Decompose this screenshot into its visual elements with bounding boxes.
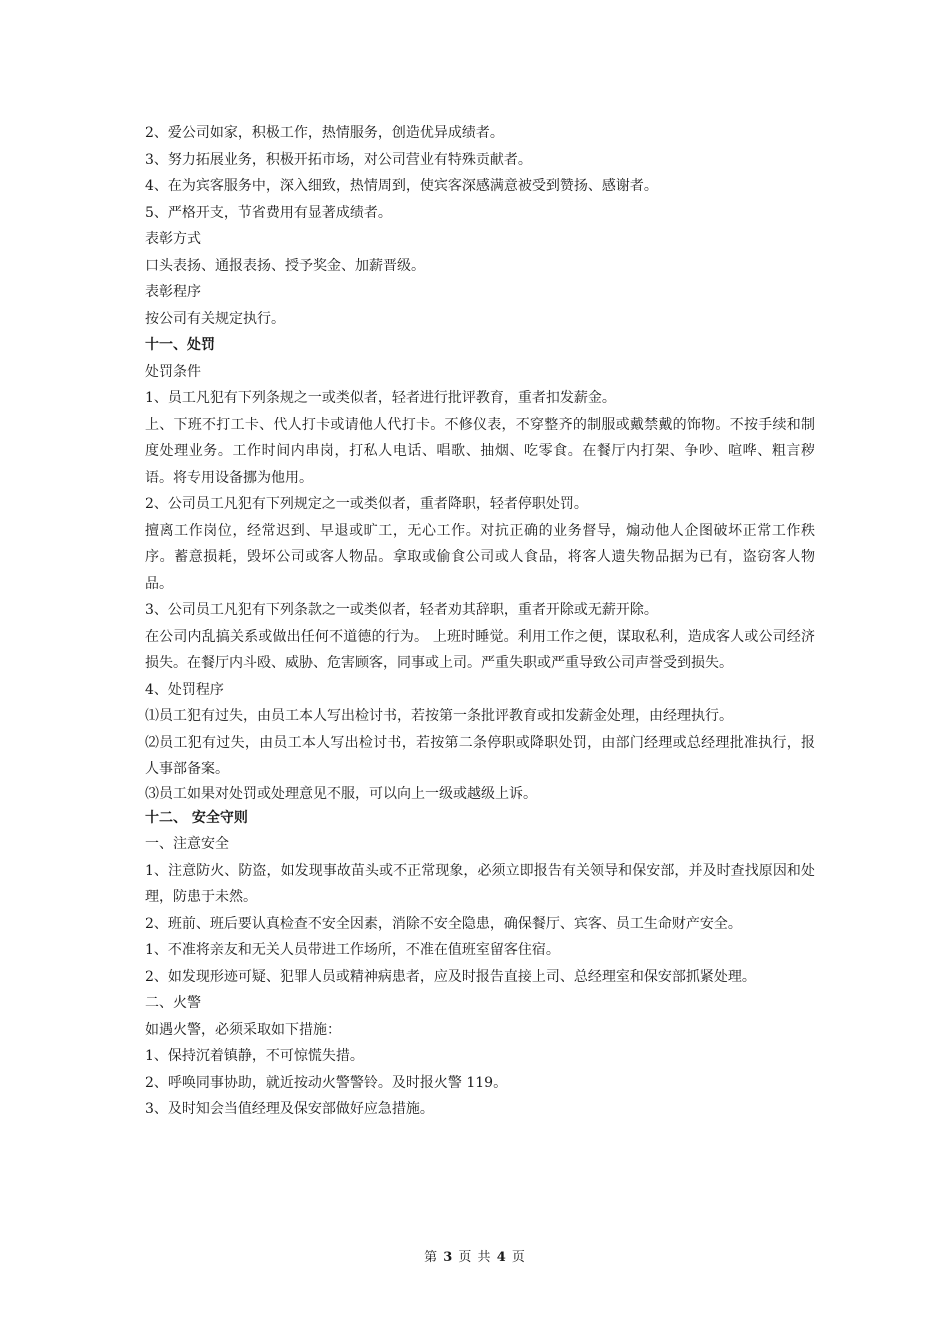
subheading: 表彰程序 — [145, 284, 201, 300]
text-line: 2、公司员工凡犯有下列规定之一或类似者，重者降职，轻者停职处罚。 — [145, 496, 588, 512]
text-line: ⑴员工犯有过失，由员工本人写出检讨书，若按第一条批评教育或扣发薪金处理，由经理执行。 — [145, 708, 733, 724]
text-line: 口头表扬、通报表扬、授予奖金、加薪晋级。 — [145, 257, 425, 274]
text-line: 如遇火警，必须采取如下措施： — [145, 1021, 341, 1038]
text-line: 5、严格开支，节省费用有显著成绩者。 — [145, 204, 392, 221]
text-line: 按公司有关规定执行。 — [145, 310, 285, 327]
text-line: 1、不准将亲友和无关人员带进工作场所，不准在值班室留客住宿。 — [145, 942, 560, 958]
text-line: 2、呼唤同事协助，就近按动火警警铃。及时报火警 119。 — [145, 1074, 508, 1091]
text-line: 4、在为宾客服务中，深入细致，热情周到，使宾客深感满意被受到赞扬、感谢者。 — [145, 178, 658, 194]
text-line: 2、班前、班后要认真检查不安全因素，消除不安全隐患，确保餐厅、宾客、员工生命财产安全。 — [145, 915, 742, 932]
paragraph: 上、下班不打工卡、代人打卡或请他人代打卡。不修仪表，不穿整齐的制服或戴禁戴的饰物。不按手续和制度处理业务。工作时间内串岗，打私人电话、唱歌、抽烟、吃零食。在餐厅内打架、争吵、喧哗、粗言秽语。将专用设备挪为他用。 — [145, 416, 815, 486]
text-line: 2、如发现形迹可疑、犯罪人员或精神病患者，应及时报告直接上司、总经理室和保安部抓紧处理。 — [145, 968, 756, 985]
paragraph: 擅离工作岗位，经常迟到、早退或旷工，无心工作。对抗正确的业务督导，煽动他人企图破坏正常工作秩序。蓄意损耗，毁坏公司或客人物品。拿取或偷食公司或人食品，将客人遗失物品据为已有，盗窃客人物品。 — [145, 522, 815, 592]
text-line: 3、公司员工凡犯有下列条款之一或类似者，轻者劝其辞职，重者开除或无薪开除。 — [145, 602, 658, 618]
paragraph: ⑵员工犯有过失，由员工本人写出检讨书，若按第二条停职或降职处罚，由部门经理或总经理批准执行，报人事部备案。 — [145, 734, 815, 777]
footer-suffix: 页 — [511, 1250, 526, 1265]
subheading: 表彰方式 — [145, 231, 201, 247]
subheading: 二、火警 — [145, 995, 201, 1011]
subheading: 一、注意安全 — [145, 836, 229, 852]
footer-middle: 页 共 — [458, 1250, 492, 1265]
current-page-number: 3 — [443, 1250, 454, 1265]
document-body — [145, 120, 815, 1123]
subheading: 处罚条件 — [145, 363, 201, 380]
section-heading: 十二、 安全守则 — [145, 809, 248, 826]
text-line: 1、保持沉着镇静，不可惊慌失措。 — [145, 1048, 364, 1064]
paragraph: 1、注意防火、防盗，如发现事故苗头或不正常现象，必须立即报告有关领导和保安部，并及时查找原因和处理，防患于未然。 — [145, 862, 815, 905]
text-line: 3、努力拓展业务，积极开拓市场，对公司营业有特殊贡献者。 — [145, 151, 532, 168]
footer-prefix: 第 — [424, 1250, 439, 1265]
text-line: 4、处罚程序 — [145, 681, 224, 698]
text-line: ⑶员工如果对处罚或处理意见不服，可以向上一级或越级上诉。 — [145, 785, 537, 802]
page-footer — [0, 1246, 950, 1265]
text-line: 1、员工凡犯有下列条规之一或类似者，轻者进行批评教育，重者扣发薪金。 — [145, 390, 616, 406]
total-page-number: 4 — [496, 1250, 507, 1265]
paragraph: 在公司内乱搞关系或做出任何不道德的行为。 上班时睡觉。利用工作之便，谋取私利，造成客人或公司经济损失。在餐厅内斗殴、威胁、危害顾客，同事或上司。严重失职或严重导致公司声誉受到损失。 — [145, 628, 815, 671]
text-line: 3、及时知会当值经理及保安部做好应急措施。 — [145, 1101, 434, 1117]
section-heading: 十一、处罚 — [145, 337, 215, 353]
text-line: 2、爱公司如家，积极工作，热情服务，创造优异成绩者。 — [145, 125, 504, 141]
